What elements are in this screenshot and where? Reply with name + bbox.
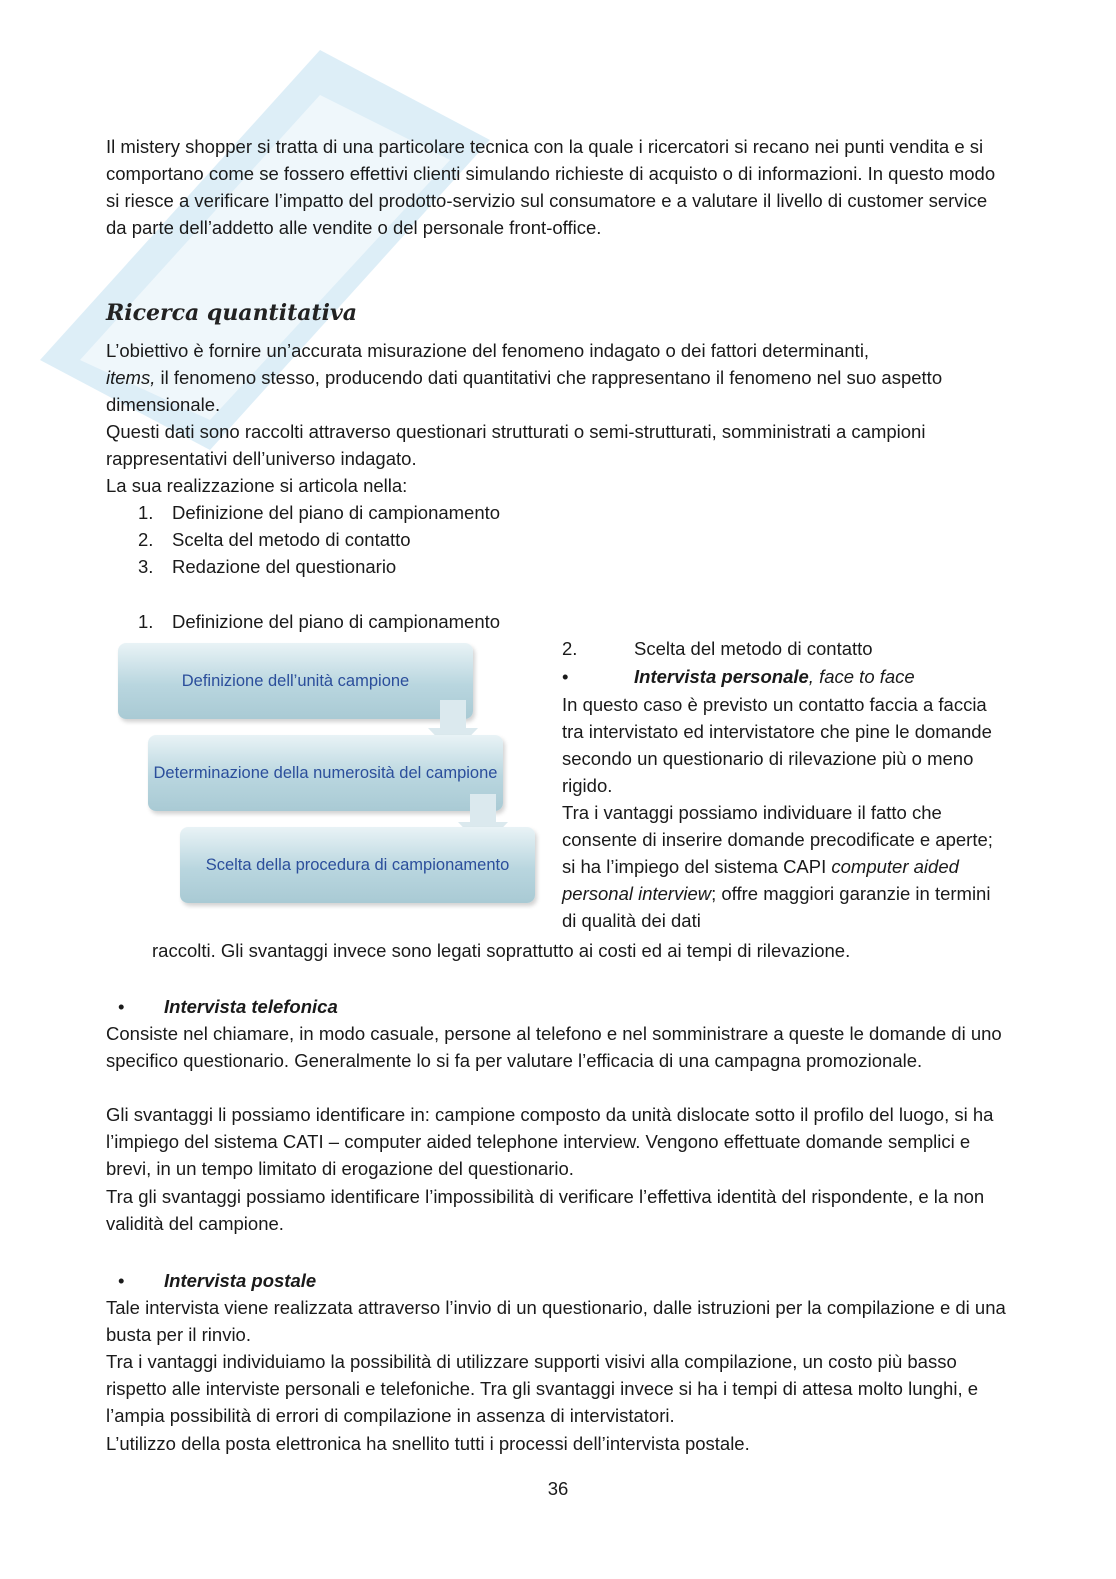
diagram-box-size: Determinazione della numerosità del campione [148,735,503,811]
diagram-box-unit: Definizione dell’unità campione [118,643,473,719]
realization-paragraph: La sua realizzazione si articola nella: [106,475,408,496]
postal-paragraph-2: Tra i vantaggi individuiamo la possibilità di utilizzare supporti visivi alla compilazione, un costo più basso rispetto alle interviste personali e telefoniche. Tra gli svantaggi invece si ha i tempi di attesa molto lunghi, e l’ampia possibilità di errori di compilazione in assenza di intervistatori. [106,1351,979,1426]
diagram-box-procedure: Scelta della procedura di campionamento [180,827,535,903]
list-item: 1. Definizione del piano di campionamento [138,502,501,523]
data-paragraph: Questi dati sono raccolti attraverso questionari strutturati o semi-strutturati, somministrati a campioni rappresentativi dell’universo indagato. [106,421,926,469]
objective-text-b: il fenomeno stesso, producendo dati quantitativi che rappresentano il fenomeno nel suo aspetto dimensionale. [106,367,943,415]
postal-paragraph-3: L’utilizzo della posta elettronica ha snellito tutti i processi dell’intervista postale. [106,1433,750,1454]
personal-paragraph-2: Tra i vantaggi possiamo individuare il fatto che consente di inserire domande precodificate e aperte; si ha l’impiego del sistema CAPI computer aided personal interview; offre maggiori garanzie in termini di qualità dei dati [562,802,993,931]
personal-paragraph-3: raccolti. Gli svantaggi invece sono legati soprattutto ai costi ed ai tempi di rilevazione. [152,940,851,961]
personal-paragraph-1: In questo caso è previsto un contatto faccia a faccia tra intervistato ed intervistatore che pine le domande secondo un questionario di rilevazione più o meno rigido. [562,694,992,796]
telephone-paragraph-1: Consiste nel chiamare, in modo casuale, persone al telefono e nel somministrare a queste le domande di uno specifico questionario. Generalmente lo si fa per valutare l’efficacia di una campagna promozionale. [106,1023,1002,1071]
mystery-shopper-paragraph: Il mistery shopper si tratta di una particolare tecnica con la quale i ricercatori si recano nei punti vendita e si comportano come se fossero effettivi clienti simulando richieste di acquisto o di informazioni. In questo modo si riesce a verificare l’impatto del prodotto-servizio sul consumatore e a valutare il livello di customer service da parte dell’addetto alle vendite o del personale front-office. [106,136,996,238]
objective-paragraph [106,337,1006,418]
postal-paragraph-1: Tale intervista viene realizzata attraverso l’invio di un questionario, dalle istruzioni per la compilazione e di una busta per il rinvio. [106,1297,1006,1345]
list-item: 3. Redazione del questionario [138,556,397,577]
step1-heading: 1. Definizione del piano di campionamento [138,611,501,632]
objective-items: items, [106,367,156,388]
telephone-paragraph-3: Tra gli svantaggi possiamo identificare l’impossibilità di verificare l’effettiva identità del rispondente, e la non validità del campione. [106,1186,985,1234]
step2-heading: 2. Scelta del metodo di contatto [562,638,873,659]
section-heading: Ricerca quantitativa [106,300,358,326]
bullet-postal: • Intervista postale [118,1270,317,1291]
bullet-telephone: • Intervista telefonica [118,996,338,1017]
objective-text-a: L’obiettivo è fornire un’accurata misurazione del fenomeno indagato o dei fattori determinanti, [106,340,870,361]
bullet-personal: • Intervista personale, face to face [562,666,915,687]
page-number: 36 [547,1478,569,1499]
telephone-paragraph-2: Gli svantaggi li possiamo identificare in: campione composto da unità dislocate sotto il profilo del luogo, si ha l’impiego del sistema CATI – computer aided telephone interview. Vengono effettuate domande semplici e brevi, in un tempo limitato di erogazione del questionario. [106,1104,994,1179]
list-item: 2. Scelta del metodo di contatto [138,529,411,550]
